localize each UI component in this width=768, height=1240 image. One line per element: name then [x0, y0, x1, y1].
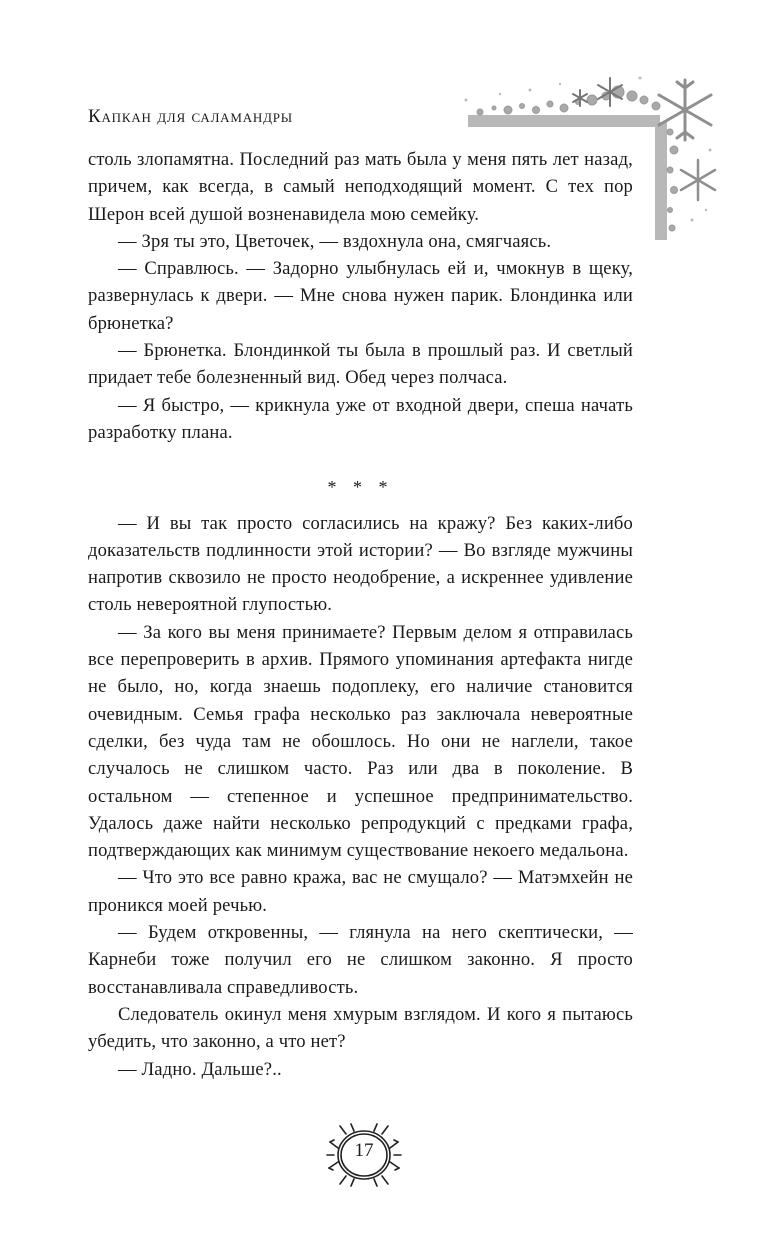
- paragraph: — Я быстро, — крикнула уже от входной двери, спеша начать разработку плана.: [88, 394, 633, 443]
- paragraph: — За кого вы меня принимаете? Первым делом я отправилась все перепроверить в архив. Прямого упоминания артефакта нигде не было, но, когда знаешь подоплеку, его наличие становится очевидным. Семья графа несколько раз заключала невероятные сделки, без чуда там не обошлось. Но они не наглели, такое случалось не слишком часто. Раз или два в поколение. В остальном — степенное и успешное предпринимательство. Удалось даже найти несколько репродукций с предками графа, подтверждающих как минимум существование некоего медальона.: [88, 621, 633, 862]
- body-text: [88, 146, 633, 1083]
- page-number-frame: [324, 1120, 404, 1190]
- paragraph: — Брюнетка. Блондинкой ты была в прошлый раз. И светлый придает тебе болезненный вид. Обед через полчаса.: [88, 340, 633, 389]
- running-head: Капкан для саламандры: [88, 106, 293, 127]
- paragraph: — Что это все равно кража, вас не смущало? — Матэмхейн не проникся моей речью.: [88, 867, 633, 916]
- paragraph: — Зря ты это, Цветочек, — вздохнула она, смягчаясь.: [118, 230, 552, 252]
- paragraph: столь злопамятна. Последний раз мать была у меня пять лет назад, причем, как всегда, в самый неподходящий момент. С тех пор Шерон всей душой возненавидела мою семейку.: [88, 149, 633, 225]
- paragraph: — И вы так просто согласились на кражу? Без каких-либо доказательств подлинности этой истории? — Во взгляде мужчины напротив сквозило не просто неодобрение, а искреннее удивление столь невероятной глупостью.: [88, 512, 633, 616]
- page-number: 17: [354, 1140, 374, 1161]
- paragraph: — Будем откровенны, — глянула на него скептически, — Карнеби тоже получил его не слишком законно. Я просто восстанавливала справедливость.: [88, 922, 633, 998]
- paragraph: Следователь окинул меня хмурым взглядом. И кого я пытаюсь убедить, что законно, а что нет?: [88, 1003, 633, 1053]
- section-break: * * *: [327, 477, 394, 498]
- paragraph: — Справлюсь. — Задорно улыбнулась ей и, чмокнув в щеку, развернулась к двери. — Мне снова нужен парик. Блондинка или брюнетка?: [88, 258, 633, 334]
- paragraph: — Ладно. Дальше?..: [118, 1058, 282, 1080]
